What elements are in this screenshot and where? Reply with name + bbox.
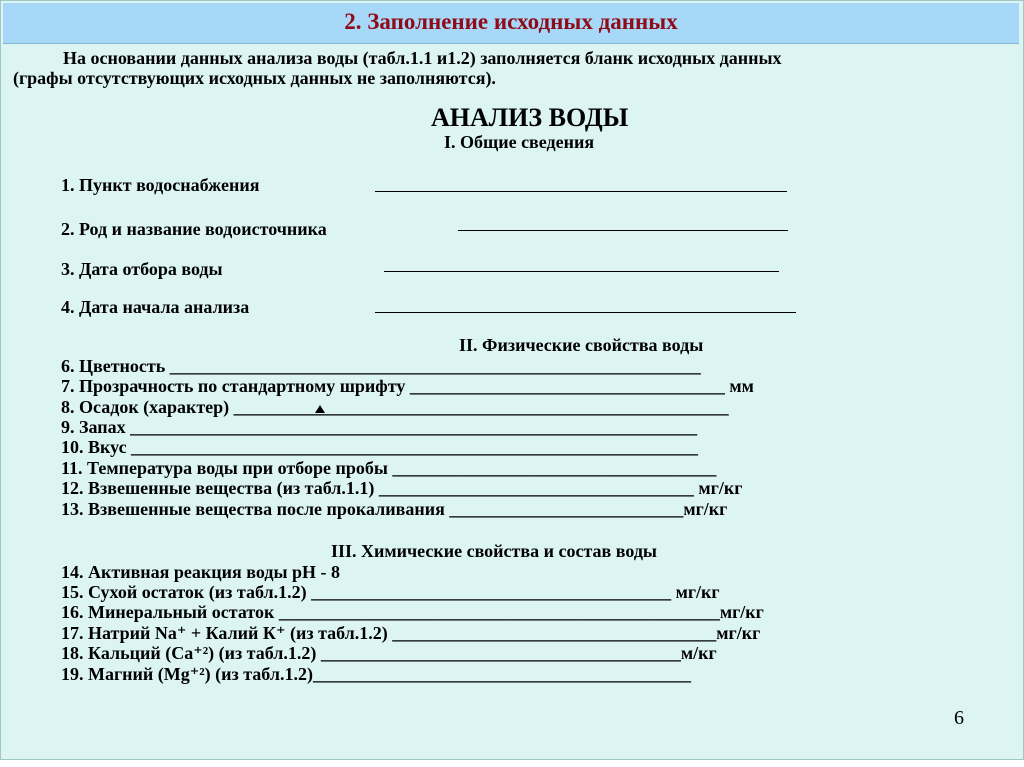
text-cursor-icon	[315, 405, 325, 413]
slide-title: 2. Заполнение исходных данных	[344, 9, 678, 34]
field-sediment: 8. Осадок (характер) _______________________________________________________	[61, 397, 729, 417]
field-sampling-date: 3. Дата отбора воды	[61, 259, 223, 279]
field-transparency: 7. Прозрачность по стандартному шрифту ___________________________________ мм	[61, 376, 754, 396]
field-mineral-residue: 16. Минеральный остаток _________________________________________________мг/кг	[61, 602, 764, 622]
intro-line-1: На основании данных анализа воды (табл.1.1 и1.2) заполняется бланк исходных данных	[63, 48, 782, 68]
field-odor: 9. Запах _______________________________________________________________	[61, 417, 698, 437]
field-color: 6. Цветность ___________________________________________________________	[61, 356, 701, 376]
field-line-3	[384, 271, 779, 272]
field-taste: 10. Вкус _______________________________________________________________	[61, 437, 699, 457]
field-analysis-start-date: 4. Дата начала анализа	[61, 297, 250, 317]
section3-heading: III. Химические свойства и состав воды	[331, 541, 657, 561]
field-water-supply-point: 1. Пункт водоснабжения	[61, 175, 260, 195]
field-water-source: 2. Род и название водоисточника	[61, 219, 327, 239]
field-ph: 14. Активная реакция воды рН - 8	[61, 562, 341, 582]
field-calcium: 18. Кальций (Са⁺²) (из табл.1.2) ________________________________________м/кг	[61, 643, 717, 663]
section2-heading: II. Физические свойства воды	[459, 335, 704, 355]
field-suspended-solids: 12. Взвешенные вещества (из табл.1.1) ___________________________________ мг/кг	[61, 478, 743, 498]
intro-line-2: (графы отсутствующих исходных данных не заполняются).	[13, 68, 496, 88]
field-dry-residue: 15. Сухой остаток (из табл.1.2) ________________________________________ мг/кг	[61, 582, 720, 602]
field-sodium-potassium: 17. Натрий Na⁺ + Калий К⁺ (из табл.1.2) ____________________________________мг/кг	[61, 623, 761, 643]
field-line-1	[375, 191, 787, 192]
field-line-4	[375, 312, 796, 313]
field-line-2	[458, 230, 788, 231]
page-number: 6	[954, 707, 964, 729]
section1-heading: I. Общие сведения	[444, 132, 595, 152]
field-suspended-solids-ignited: 13. Взвешенные вещества после прокаливания __________________________мг/кг	[61, 499, 728, 519]
field-magnesium: 19. Магний (Mg⁺²) (из табл.1.2)__________________________________________	[61, 664, 691, 684]
form-title: АНАЛИЗ ВОДЫ	[431, 103, 629, 132]
field-temperature: 11. Температура воды при отборе пробы ____________________________________	[61, 458, 717, 478]
